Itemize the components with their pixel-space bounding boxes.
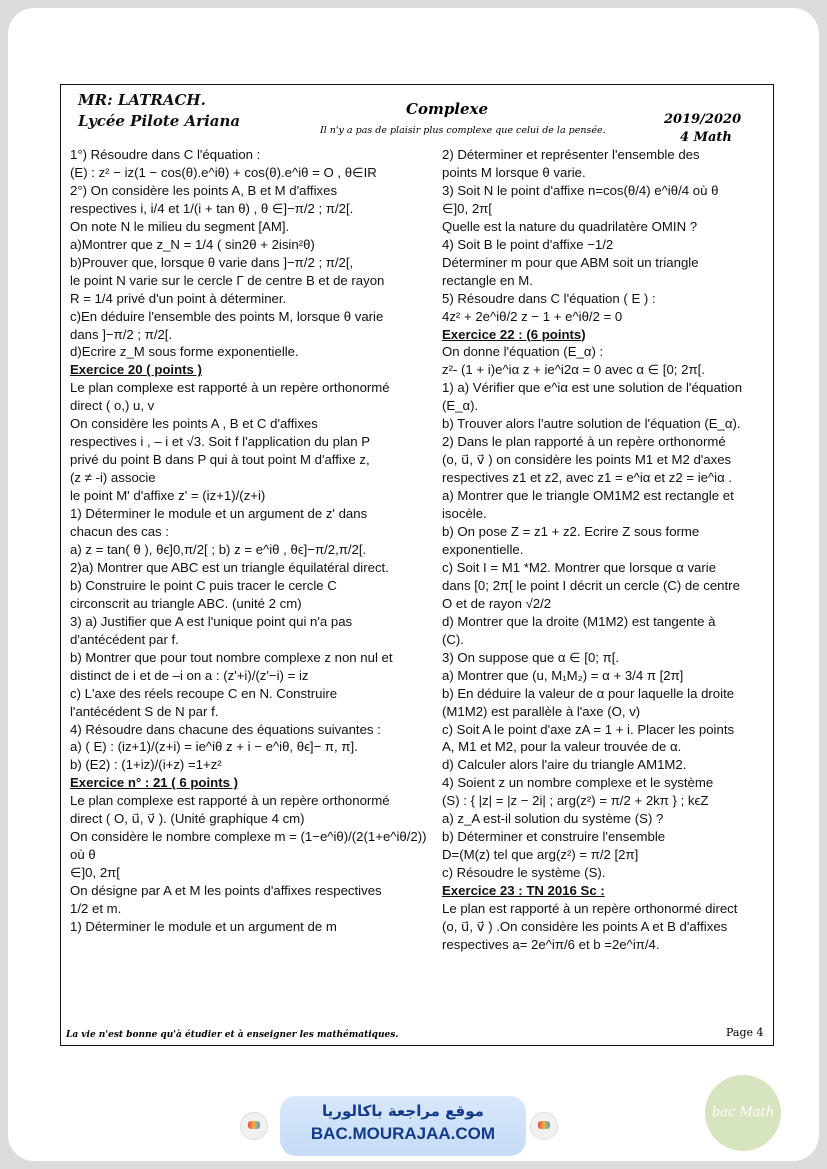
school-name: Lycée Pilote Ariana [78,112,241,130]
right-line: b) En déduire la valeur de α pour laquelle la droite [442,685,735,701]
left-line: a)Montrer que z_N = 1/4 ( sin2θ + 2isin²θ) [70,236,315,252]
header-quote: Il n'y a pas de plaisir plus complexe que celui de la pensée. [320,125,606,136]
right-line: Exercice 23 : TN 2016 Sc : [442,883,605,899]
right-line: d) Calculer alors l'aire du triangle AM1M2. [442,757,687,773]
right-line: c) Soit I = M1 *M2. Montrer que lorsque α varie [442,559,717,575]
right-line: b) Trouver alors l'autre solution de l'équation (E_α). [442,416,741,432]
right-line: A, M1 et M2, pour la valeur trouvée de α. [442,739,682,755]
right-line: a) Montrer que (u, M₁M₂) = α + 3/4 π [2π] [442,667,684,683]
right-line: respectives a= 2e^iπ/6 et b =2e^iπ/4. [442,936,660,952]
left-line: On note N le milieu du segment [AM]. [70,218,290,234]
right-line: On donne l'équation (E_α) : [442,344,604,360]
footer-motto: La vie n'est bonne qu'à étudier et à enseigner les mathématiques. [66,1030,399,1040]
left-line: direct ( o,) u, v [70,398,155,414]
right-line: z²- (1 + i)e^iα z + ie^i2α = 0 avec α ∈ [0; 2π[. [442,362,705,378]
left-line: ∈]0, 2π[ [70,865,120,881]
left-line: respectives i, i/4 et 1/(i + tan θ) , θ ∈]−π/2 ; π/2[. [70,200,354,216]
left-line: Exercice 20 ( points ) [70,362,202,378]
right-line: 3) On suppose que α ∈ [0; π[. [442,649,620,665]
left-line: le point N varie sur le cercle Γ de centre B et de rayon [70,272,385,288]
left-line: circonscrit au triangle ABC. (unité 2 cm) [70,595,302,611]
left-line: chacun des cas : [70,524,169,540]
left-line: distinct de i et de –i on a : (z'+i)/(z'−i) = iz [70,667,309,683]
left-line: c)En déduire l'ensemble des points M, lorsque θ varie [70,308,384,324]
left-line: direct ( O, u⃗, v⃗ ). (Unité graphique 4 cm) [70,811,305,827]
left-line: Le plan complexe est rapporté à un repère orthonormé [70,793,390,809]
left-line: 2°) On considère les points A, B et M d'affixes [70,182,338,198]
right-line: Exercice 22 : (6 points) [442,326,586,342]
left-line: b) Montrer que pour tout nombre complexe z non nul et [70,649,393,665]
banner-arabic: موقع مراجعة باكالوريا [322,1102,484,1120]
right-line: rectangle en M. [442,272,533,288]
right-line: b) Déterminer et construire l'ensemble [442,829,666,845]
left-line: 1°) Résoudre dans C l'équation : [70,147,261,162]
left-line: (z ≠ -i) associe [70,470,156,486]
page-title: Complexe [406,100,489,118]
class-level: 4 Math [680,130,732,145]
left-line: (E) : z² − iz(1 − cos(θ).e^iθ) + cos(θ).e^iθ = O , θ∈IR [70,164,377,180]
left-line: a) z = tan( θ ), θϵ]0,π/2[ ; b) z = e^iθ , θϵ]−π/2,π/2[. [70,541,367,557]
left-line: R = 1/4 privé d'un point à déterminer. [70,290,287,306]
right-line: 1) a) Vérifier que e^iα est une solution de l'équation [442,380,743,396]
author-name: MR: LATRACH. [78,91,206,109]
right-line: dans [0; 2π[ le point I décrit un cercle (C) de centre [442,577,740,593]
site-banner[interactable] [280,1096,526,1156]
left-line: d)Ecrire z_M sous forme exponentielle. [70,344,299,360]
right-line: (M1M2) est parallèle à l'axe (O, v) [442,703,641,719]
school-year: 2019/2020 [664,112,742,127]
right-line: c) Résoudre le système (S). [442,865,606,881]
right-line: isocèle. [442,506,487,522]
right-line: points M lorsque θ varie. [442,164,586,180]
site-logo-right-icon [530,1112,558,1140]
left-line: On désigne par A et M les points d'affixes respectives [70,883,382,899]
right-line: (o, u⃗, v⃗ ) .On considère les points A et B d'affixes [442,918,728,934]
left-line: respectives i , – i et √3. Soit f l'application du plan P [70,434,371,450]
document-page [8,8,819,1161]
left-line: a) ( E) : (iz+1)/(z+i) = ie^iθ z + i − e^iθ, θϵ]− π, π]. [70,739,358,755]
left-line: 1/2 et m. [70,901,122,917]
left-line: Exercice n° : 21 ( 6 points ) [70,775,238,791]
right-line: (C). [442,631,464,647]
left-line: b) Construire le point C puis tracer le cercle C [70,577,337,593]
right-line: (S) : { |z| = |z − 2i| ; arg(z²) = π/2 + 2kπ } ; kϵZ [442,793,709,809]
left-line: 1) Déterminer le module et un argument de m [70,918,337,934]
left-column [70,146,432,936]
left-line: 3) a) Justifier que A est l'unique point qui n'a pas [70,613,353,629]
left-line: Le plan complexe est rapporté à un repère orthonormé [70,380,390,396]
right-line: O et de rayon √2/2 [442,595,552,611]
left-line: 2)a) Montrer que ABC est un triangle équilatéral direct. [70,559,389,575]
banner-site[interactable]: BAC.MOURAJAA.COM [310,1124,496,1143]
right-column [442,146,768,954]
right-line: exponentielle. [442,541,524,557]
right-line: ∈]0, 2π[ [442,200,492,216]
left-line: dans ]−π/2 ; π/2[. [70,326,173,342]
left-line: l'antécédent S de N par f. [70,703,219,719]
page-number: Page 4 [726,1026,764,1039]
left-line: le point M' d'affixe z' = (iz+1)/(z+i) [70,488,266,504]
left-line: 1) Déterminer le module et un argument de z' dans [70,506,368,522]
right-line: 4z² + 2e^iθ/2 z − 1 + e^iθ/2 = 0 [442,308,623,324]
left-line: 4) Résoudre dans chacune des équations suivantes : [70,721,381,737]
right-line: Déterminer m pour que ABM soit un triangle [442,254,699,270]
right-line: d) Montrer que la droite (M1M2) est tangente à [442,613,716,629]
left-line: On considère les points A , B et C d'affixes [70,416,318,432]
right-line: 4) Soit B le point d'affixe −1/2 [442,236,614,252]
right-line: 2) Déterminer et représenter l'ensemble des [442,147,700,162]
left-line: c) L'axe des réels recoupe C en N. Construire [70,685,338,701]
left-line: privé du point B dans P qui à tout point M d'affixe z, [70,452,370,468]
right-line: (o, u⃗, v⃗ ) on considère les points M1 et M2 d'axes [442,452,732,468]
right-line: Quelle est la nature du quadrilatère OMIN ? [442,218,698,234]
right-line: D=(M(z) tel que arg(z²) = π/2 [2π] [442,847,639,863]
right-line: a) Montrer que le triangle OM1M2 est rectangle et [442,488,734,504]
right-line: a) z_A est-il solution du système (S) ? [442,811,664,827]
site-logo-left-icon [240,1112,268,1140]
right-line: 2) Dans le plan rapporté à un repère orthonormé [442,434,726,450]
right-line: b) On pose Z = z1 + z2. Ecrire Z sous forme [442,524,700,540]
left-line: On considère le nombre complexe m = (1−e^iθ)/(2(1+e^iθ/2)) où θ [70,829,427,863]
right-line: respectives z1 et z2, avec z1 = e^iα et z2 = ie^iα . [442,470,733,486]
right-line: 3) Soit N le point d'affixe n=cos(θ/4) e^iθ/4 où θ [442,182,719,198]
right-line: 5) Résoudre dans C l'équation ( E ) : [442,290,656,306]
bac-math-logo: bac Math [705,1075,781,1151]
right-line: 4) Soient z un nombre complexe et le système [442,775,714,791]
right-line: c) Soit A le point d'axe zA = 1 + i. Placer les points [442,721,735,737]
right-line: Le plan est rapporté à un repère orthonormé direct [442,901,738,917]
right-line: (E_α). [442,398,479,414]
left-line: b)Prouver que, lorsque θ varie dans ]−π/2 ; π/2[, [70,254,354,270]
left-line: d'antécédent par f. [70,631,179,647]
left-line: b) (E2) : (1+iz)/(i+z) =1+z² [70,757,222,773]
